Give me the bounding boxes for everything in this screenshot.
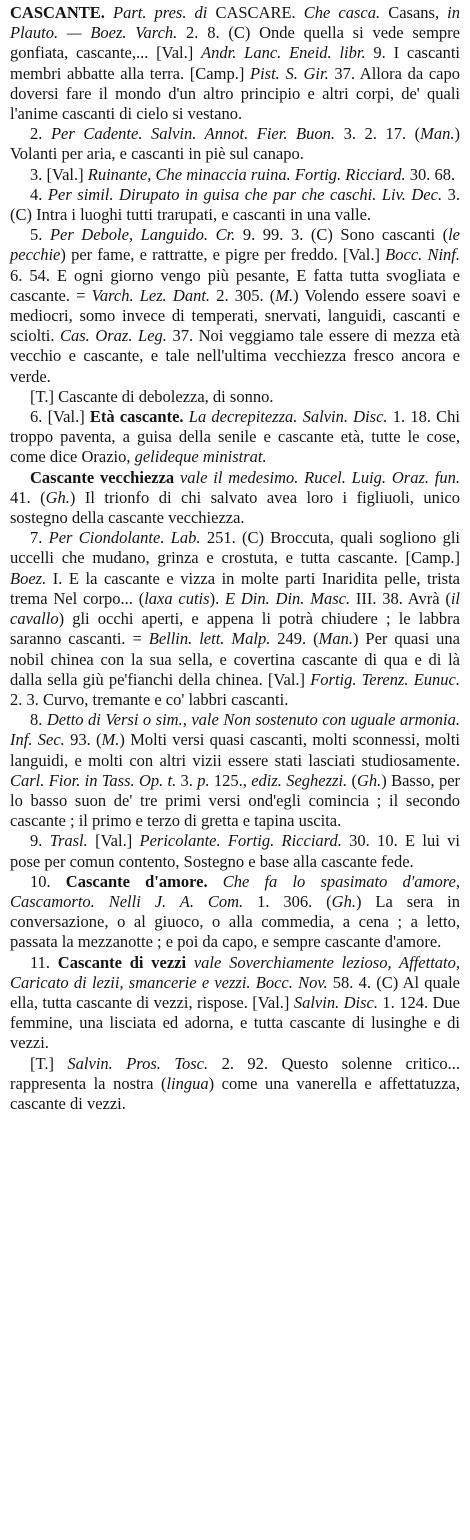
entry-text: 4.	[30, 184, 48, 204]
italic-text: Per Debole, Languido. Cr.	[49, 225, 236, 245]
italic-text: Pist. S. Gir.	[250, 63, 329, 83]
italic-text: le pecchie	[10, 225, 460, 265]
italic-text: Cas. Oraz. Leg.	[60, 326, 167, 346]
italic-text: Andr. Lanc. Eneid. libr.	[201, 43, 366, 63]
entry-text: 30. 10. E lui vi pose per comun contento, Sostegno e base alla cascante fede.	[10, 831, 460, 871]
entry-text: 58. 4. (C) Al quale ella, tutta cascante di vezzi, rispose. [Val.]	[10, 972, 460, 1012]
headword: CASCANTE.	[10, 3, 105, 22]
italic-text: Trasl.	[49, 831, 88, 851]
italic-text: in Plauto. — Boez. Varch.	[10, 3, 460, 43]
entry-text: 251. (C) Broccuta, quali sogliono gli uccelli che mudano, grinza e crostuta, e tutta cascante. [Camp.]	[10, 528, 460, 568]
italic-text: M.	[275, 285, 294, 305]
italic-text: Part. pres. di	[112, 3, 208, 22]
entry-text: Casans,	[380, 3, 448, 22]
italic-text: Salvin. Disc.	[293, 992, 378, 1012]
italic-text: il cavallo	[10, 588, 460, 629]
entry-text: 1. 18. Chi troppo paventa, a guisa della senile e cascante età, tutte le cose, come dice Orazio,	[10, 407, 461, 467]
dictionary-entry	[10, 185, 460, 225]
entry-text: 9. 99. 3. (C) Sono cascanti (	[235, 225, 449, 245]
entry-text: ) Per quasi una nobil chinea con la sua sella, e covertina cascante di qua e di là dalla sella giù pe'fianchi della chinea. [Val.]	[10, 629, 460, 689]
entry-text: ) Volendo essere soavi e mediocri, somo invece di temperati, snervati, languidi, cascanti e sciolti.	[10, 285, 461, 346]
entry-text: 11.	[30, 952, 58, 972]
dictionary-entry	[10, 831, 460, 871]
entry-text: 1. 124. Due femmine, una lisciata ed adorna, e tutta cascante di lusinghe e di vezzi.	[10, 992, 460, 1053]
entry-text: 93. (	[64, 730, 102, 750]
italic-text: gelideque ministrat.	[134, 447, 267, 467]
italic-text: Bellin. lett. Malp.	[148, 629, 271, 649]
entry-text	[208, 872, 223, 891]
dictionary-entry	[10, 528, 460, 710]
italic-text: M.	[101, 730, 120, 750]
entry-text: CASCARE.	[207, 3, 304, 22]
italic-text: Gh.	[357, 770, 382, 790]
italic-text: La decrepitezza. Salvin. Disc.	[188, 407, 388, 427]
italic-text: Che fa lo spasimato d'amore, Cascamorto. Nelli J. A. Com.	[10, 871, 460, 911]
entry-text: 2. 305. (	[210, 285, 276, 305]
italic-text: Carl. Fior. in Tass. Op. t.	[10, 770, 177, 790]
italic-text: Gh.	[331, 891, 356, 911]
entry-text: 9.	[30, 831, 50, 851]
entry-text: 7.	[30, 528, 49, 548]
italic-text: Per Cadente. Salvin. Annot. Fier. Buon.	[50, 124, 335, 144]
entry-text: 8.	[30, 710, 47, 730]
entry-text: 2. 3. Curvo, tremante e co' labbri cascanti.	[10, 689, 289, 709]
entry-text: 6. [Val.]	[30, 407, 90, 427]
entry-text: 30. 68.	[405, 164, 456, 184]
italic-text: Che casca.	[303, 3, 381, 22]
dictionary-entry	[10, 387, 460, 407]
italic-text: E Din. Din. Masc.	[225, 588, 351, 608]
dictionary-entry	[10, 124, 460, 164]
italic-text: Fortig. Terenz. Eunuc.	[310, 669, 460, 689]
italic-text: Man.	[318, 629, 353, 649]
italic-text: Ruinante, Che minaccia ruina. Fortig. Ricciard.	[87, 164, 406, 184]
entry-text	[186, 953, 194, 972]
headword: Cascante vecchiezza	[30, 467, 175, 487]
italic-text: lingua	[166, 1073, 209, 1093]
dictionary-entry	[10, 3, 460, 124]
italic-text: Salvin. Pros. Tosc.	[67, 1053, 209, 1073]
entry-text: ) come una vanerella e affettatuzza, cascante di vezzi.	[10, 1073, 461, 1113]
entry-text: 2. 92. Questo solenne critico... rappresenta la nostra (	[10, 1053, 461, 1093]
entry-text: ).	[209, 588, 225, 608]
entry-text: 3. (C) Intra i luoghi tutti trarupati, e cascanti in una valle.	[10, 184, 461, 225]
italic-text: p.	[197, 770, 210, 790]
entry-text: ) gli occhi aperti, e appena li potrà chiudere ; le labbra saranno cascanti. =	[10, 609, 460, 649]
italic-text: Boez.	[10, 568, 47, 588]
entry-text: 10.	[30, 871, 66, 891]
entry-text: [T.] Cascante di debolezza, di sonno.	[30, 386, 274, 406]
dictionary-entry	[10, 407, 460, 468]
entry-text: 41. (	[10, 487, 46, 507]
headword: Cascante d'amore.	[65, 871, 208, 891]
entry-text: I. E la cascante e vizza in molte parti Inaridita pelle, trista trema Nel corpo... (	[10, 568, 460, 608]
entry-text: 2.	[30, 124, 51, 144]
dictionary-entry	[10, 468, 460, 529]
italic-text: Pericolante. Fortig. Ricciard.	[139, 831, 342, 851]
entry-text: 3. [Val.]	[30, 164, 88, 184]
entry-text: 1. 306. (	[243, 891, 332, 911]
dictionary-entry	[10, 953, 460, 1054]
entry-text: 3.	[176, 770, 198, 790]
dictionary-entry	[10, 1054, 460, 1115]
dictionary-entry	[10, 225, 460, 387]
dictionary-entry	[10, 872, 460, 953]
entry-text: ) La sera in conversazione, o al giuoco, o alla commedia, a cena ; a letto, passata la mezzanotte ; e poi da capo, e sempre cascante d'amore.	[10, 891, 461, 952]
italic-text: Per Ciondolante. Lab.	[48, 528, 201, 548]
entry-text: 3. 2. 17. (	[335, 124, 421, 144]
dictionary-entry	[10, 710, 460, 831]
entry-text: 5.	[30, 225, 50, 245]
entry-text: ) per fame, e rattratte, e pigre per freddo. [Val.]	[60, 245, 386, 265]
entry-text: ) Molti versi quasi cascanti, molti sconnessi, molti languidi, e molti con altri vizii essere stati lasciati studiosamente.	[10, 730, 460, 770]
entry-text: 6. 54. E ogni giorno vengo più pesante, E fatta tutta svogliata e cascante. =	[10, 265, 460, 305]
italic-text: Gh.	[45, 487, 70, 507]
italic-text: vale Soverchiamente lezioso, Affettato, Caricato di lezii, smancerie e vezzi. Bocc. Nov.	[10, 952, 461, 992]
headword: Età cascante.	[89, 407, 184, 427]
entry-text: (	[347, 770, 357, 790]
italic-text: Per simil. Dirupato in guisa che par che caschi. Liv. Dec.	[47, 184, 443, 204]
entry-text: [Val.]	[87, 831, 140, 851]
entry-text: 249. (	[270, 629, 319, 649]
entry-text: 37. Allora da capo doversi fare il mondo d'un altro principio e altri corpi, de' quali l'anime cascanti di cielo si vestano.	[10, 63, 460, 124]
italic-text: vale il medesimo. Rucel. Luig. Oraz. fun.	[179, 467, 461, 487]
italic-text: Bocc. Ninf.	[385, 245, 460, 265]
entry-text: 9. I cascanti membri abbatte alla terra. [Camp.]	[10, 43, 461, 83]
italic-text: laxa cutis	[144, 588, 210, 608]
entry-text	[105, 3, 113, 22]
entry-text: 37. Noi veggiamo tale essere di mezza età vecchio e cascante, e tale nell'ultima vecchiezza fresco ancora e verde.	[10, 326, 460, 386]
dictionary-entry	[10, 165, 460, 185]
headword: Cascante di vezzi	[57, 952, 187, 972]
entry-text: 125.,	[209, 770, 252, 790]
italic-text: Varch. Lez. Dant.	[91, 285, 211, 305]
entry-text: 2. 8. (C) Onde quella si vede sempre gonfiata, cascante,... [Val.]	[10, 23, 460, 63]
italic-text: Detto di Versi o sim., vale Non sostenuto con uguale armonia. Inf. Sec.	[10, 710, 461, 750]
italic-text: ediz. Seghezzi.	[251, 770, 348, 790]
entry-text: ) Il trionfo di chi salvato avea loro i figliuoli, unico sostegno della cascante vecchiezza.	[10, 487, 460, 528]
entry-text: [T.]	[30, 1053, 68, 1073]
entry-text: ) Volanti per aria, e cascanti in piè sul canapo.	[10, 124, 461, 164]
entry-text: ) Basso, per lo basso suon de' tre primi versi ond'egli comincia ; il secondo cascante ; il primo e terzo di gretta e tapina uscita.	[10, 770, 461, 831]
entry-text: III. 38. Avrà (	[350, 588, 451, 608]
italic-text: Man.	[420, 124, 455, 144]
